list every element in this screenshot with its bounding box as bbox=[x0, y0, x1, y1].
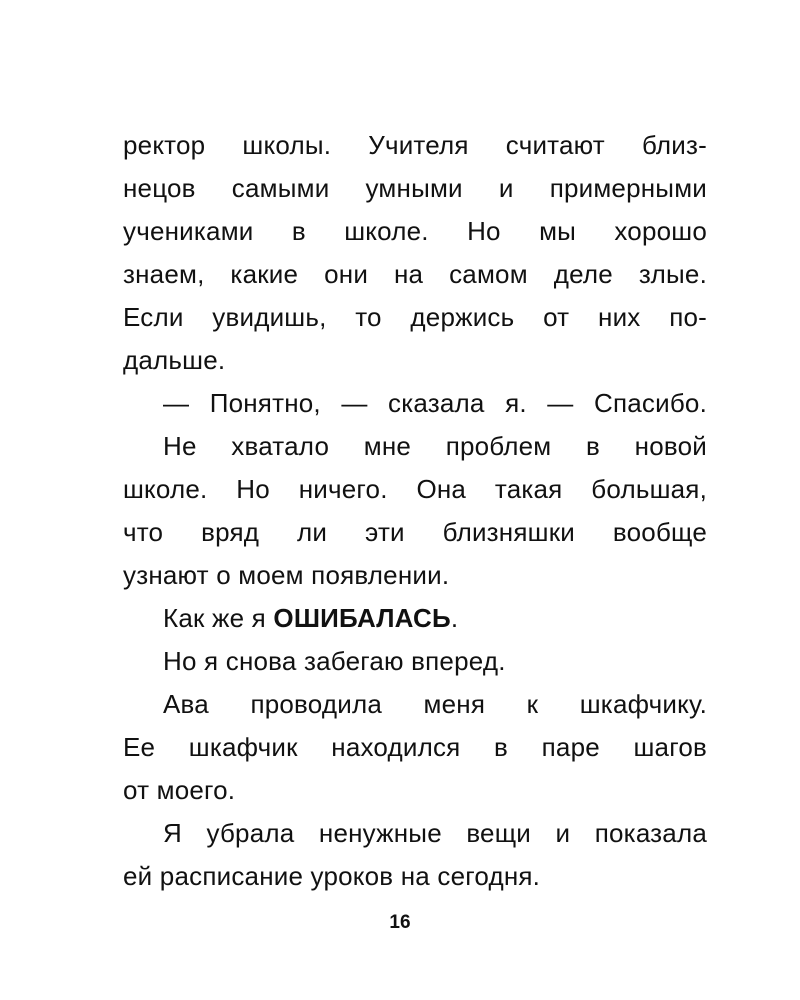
text-line: учениками в школе. Но мы хорошо bbox=[123, 216, 707, 246]
text-line: что вряд ли эти близняшки вообще bbox=[123, 517, 707, 547]
page-number: 16 bbox=[389, 912, 411, 933]
text-line: Но я снова забегаю вперед. bbox=[163, 646, 506, 676]
body-text bbox=[123, 124, 707, 898]
text-line: знаем, какие они на самом деле злые. bbox=[123, 259, 707, 289]
emphasis-lead: Как же я bbox=[163, 603, 266, 633]
text-line: ректор школы. Учителя считают близ- bbox=[123, 130, 707, 160]
text-line: школе. Но ничего. Она такая большая, bbox=[123, 474, 707, 504]
emphasis-word: ОШИБАЛАСЬ bbox=[273, 603, 451, 633]
text-line: ей расписание уроков на сегодня. bbox=[123, 861, 541, 891]
emphasis-period: . bbox=[450, 603, 459, 633]
text-line: Не хватало мне проблем в новой bbox=[163, 431, 707, 461]
dialogue-line: — Понятно, — сказала я. — Спасибо. bbox=[163, 388, 707, 418]
text-line: Ава проводила меня к шкафчику. bbox=[163, 689, 707, 719]
text-line: Если увидишь, то держись от них по- bbox=[123, 302, 707, 332]
text-line: узнают о моем появлении. bbox=[123, 560, 450, 590]
text-line: нецов самыми умными и примерными bbox=[123, 173, 707, 203]
emphasis-line bbox=[123, 597, 707, 640]
text-line: Я убрала ненужные вещи и показала bbox=[163, 818, 707, 848]
text-line: дальше. bbox=[123, 345, 226, 375]
text-line: Ее шкафчик находился в паре шагов bbox=[123, 732, 707, 762]
text-line: от моего. bbox=[123, 775, 236, 805]
